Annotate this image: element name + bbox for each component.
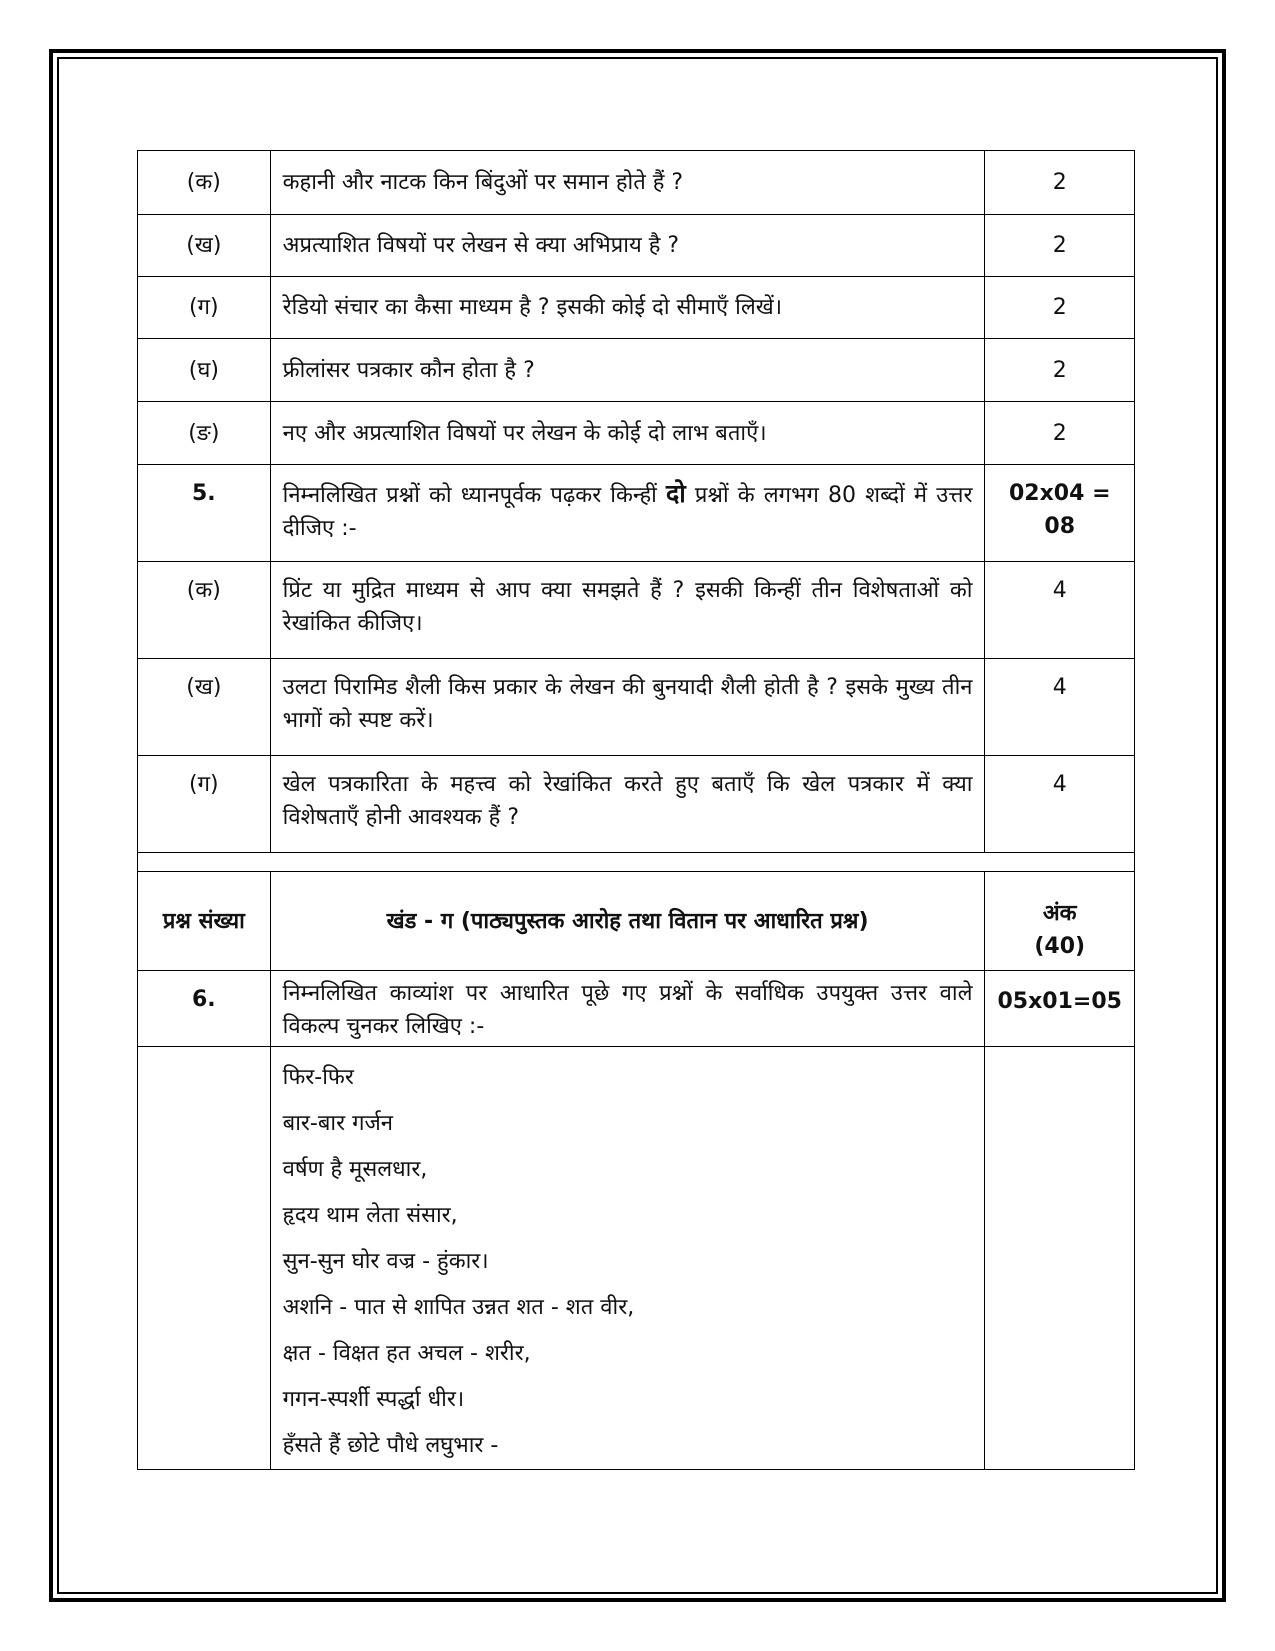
poem-line: गगन-स्पर्शी स्पर्द्धा धीर। xyxy=(282,1387,465,1412)
table-row xyxy=(138,562,1135,659)
sub-question-number: (क) xyxy=(138,562,271,659)
sub-question-text: उलटा पिरामिड शैली किस प्रकार के लेखन की बुनयादी शैली होती है ? इसके मुख्य तीन भागों को स्पष्ट करें। xyxy=(270,659,985,756)
spacer-cell xyxy=(138,853,1135,872)
sub-question-text: फ्रीलांसर पत्रकार कौन होता है ? xyxy=(270,339,985,402)
question-row xyxy=(138,971,1135,1047)
question-text-part: निम्नलिखित प्रश्नों को ध्यानपूर्वक पढ़कर किन्हीं xyxy=(282,483,666,508)
poem-line: फिर-फिर xyxy=(282,1065,354,1090)
marks-cell: 4 xyxy=(985,756,1135,853)
question-number: 5. xyxy=(138,465,271,562)
question-text xyxy=(270,465,985,562)
table-row xyxy=(138,659,1135,756)
section-header-title: खंड - ग (पाठ्यपुस्तक आरोह तथा वितान पर आधारित प्रश्न) xyxy=(270,872,985,971)
marks-line: (40) xyxy=(1034,934,1086,959)
sub-question-number: (ङ) xyxy=(138,402,271,465)
marks-cell: 4 xyxy=(985,659,1135,756)
marks-line: 08 xyxy=(1044,514,1076,539)
section-header-qno: प्रश्न संख्या xyxy=(138,872,271,971)
question-text: निम्नलिखित काव्यांश पर आधारित पूछे गए प्रश्नों के सर्वाधिक उपयुक्त उत्तर वाले विकल्प चुनकर लिखिए :- xyxy=(270,971,985,1047)
poem-line: क्षत - विक्षत हत अचल - शरीर, xyxy=(282,1341,531,1366)
poem-block xyxy=(270,1047,985,1470)
section-header-row xyxy=(138,872,1135,971)
poem-line: हृदय थाम लेता संसार, xyxy=(282,1203,458,1228)
sub-question-text: अप्रत्याशित विषयों पर लेखन से क्या अभिप्राय है ? xyxy=(270,215,985,277)
marks-cell: 2 xyxy=(985,339,1135,402)
table-row xyxy=(138,215,1135,277)
marks-line: अंक xyxy=(1042,901,1077,926)
marks-cell: 4 xyxy=(985,562,1135,659)
question-text-part: प्रश्नों के लगभग 80 शब्दों में उत्तर दीजिए :- xyxy=(282,483,973,541)
question-emphasis: दो xyxy=(665,479,686,508)
sub-question-text: प्रिंट या मुद्रित माध्यम से आप क्या समझते हैं ? इसकी किन्हीं तीन विशेषताओं को रेखांकित कीजिए। xyxy=(270,562,985,659)
sub-question-number: (क) xyxy=(138,151,271,215)
empty-cell xyxy=(985,1047,1135,1470)
question-row xyxy=(138,465,1135,562)
poem-line: वर्षण है मूसलधार, xyxy=(282,1157,428,1182)
sub-question-text: कहानी और नाटक किन बिंदुओं पर समान होते हैं ? xyxy=(270,151,985,215)
spacer-row xyxy=(138,853,1135,872)
marks-cell xyxy=(985,465,1135,562)
marks-cell: 2 xyxy=(985,151,1135,215)
sub-question-text: रेडियो संचार का कैसा माध्यम है ? इसकी कोई दो सीमाएँ लिखें। xyxy=(270,277,985,339)
sub-question-number: (ख) xyxy=(138,215,271,277)
question-table xyxy=(137,150,1135,1470)
table-row xyxy=(138,756,1135,853)
sub-question-text: नए और अप्रत्याशित विषयों पर लेखन के कोई दो लाभ बताएँ। xyxy=(270,402,985,465)
sub-question-text: खेल पत्रकारिता के महत्त्व को रेखांकित करते हुए बताएँ कि खेल पत्रकार में क्या विशेषताएँ होनी आवश्यक हैं ? xyxy=(270,756,985,853)
marks-line: 02x04 = xyxy=(1008,481,1111,506)
marks-cell: 05x01=05 xyxy=(985,971,1135,1047)
table-row xyxy=(138,402,1135,465)
marks-cell: 2 xyxy=(985,277,1135,339)
poem-row xyxy=(138,1047,1135,1470)
marks-cell: 2 xyxy=(985,215,1135,277)
poem-line: हँसते हैं छोटे पौधे लघुभार - xyxy=(282,1433,499,1458)
empty-cell xyxy=(138,1047,271,1470)
table-row xyxy=(138,151,1135,215)
marks-cell: 2 xyxy=(985,402,1135,465)
table-row xyxy=(138,339,1135,402)
poem-line: बार-बार गर्जन xyxy=(282,1111,394,1136)
poem-line: सुन-सुन घोर वज्र - हुंकार। xyxy=(282,1249,489,1274)
question-number: 6. xyxy=(138,971,271,1047)
sub-question-number: (ग) xyxy=(138,756,271,853)
sub-question-number: (घ) xyxy=(138,339,271,402)
sub-question-number: (ख) xyxy=(138,659,271,756)
poem-line: अशनि - पात से शापित उन्नत शत - शत वीर, xyxy=(282,1295,635,1320)
sub-question-number: (ग) xyxy=(138,277,271,339)
table-row xyxy=(138,277,1135,339)
section-header-marks xyxy=(985,872,1135,971)
